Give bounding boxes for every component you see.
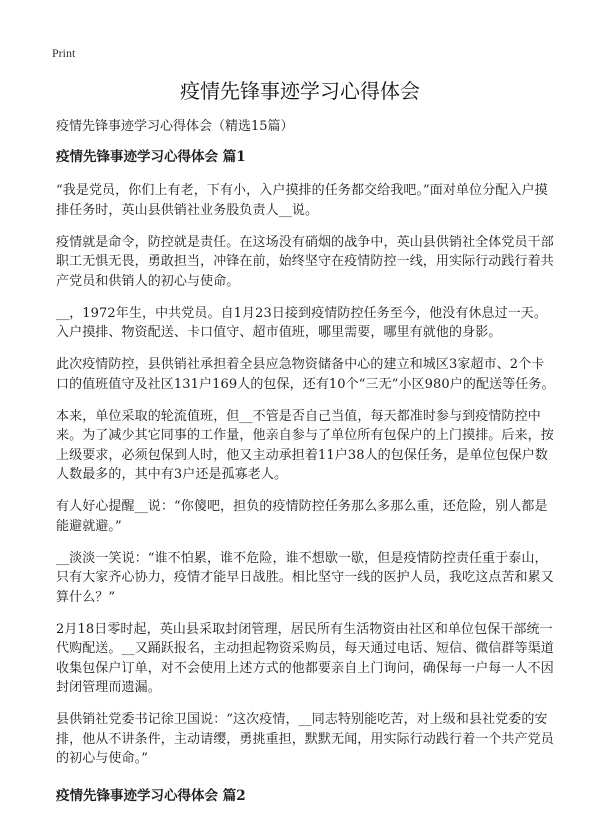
print-label[interactable]: Print [52, 46, 76, 60]
paragraph: 疫情就是命令，防控就是责任。在这场没有硝烟的战争中，英山县供销社全体党员干部职工无惧无畏，勇敢担当，冲锋在前，始终坚守在疫情防控一线，用实际行动践行着共产党员和供销人的初心与使命。 [56, 234, 554, 289]
document-body [56, 118, 556, 820]
section-heading-1: 疫情先锋事迹学习心得体会 篇1 [56, 149, 246, 165]
paragraph: __淡淡一笑说：“谁不怕累，谁不危险，谁不想歇一歇，但是疫情防控责任重于泰山，只有大家齐心协力，疫情才能早日战胜。相比坚守一线的医护人员，我吃这点苦和累又算什么？” [56, 550, 554, 605]
page-title: 疫情先锋事迹学习心得体会 [180, 79, 420, 103]
paragraph: “我是党员，你们上有老，下有小，入户摸排的任务都交给我吧。”面对单位分配入户摸排任务时，英山县供销社业务股负责人__说。 [56, 183, 548, 218]
paragraph: 本来，单位采取的轮流值班，但__不管是否自己当值，每天都准时参与到疫情防控中来。为了减少其它同事的工作量，他亲自参与了单位所有包保户的上门摸排。后来，按上级要求，必须包保到人时，他又主动承担着11户38人的包保任务，是单位包保户数人数最多的，其中有3户还是孤寡老人。 [56, 408, 554, 482]
paragraph: __，1972年生，中共党员。自1月23日接到疫情防控任务至今，他没有休息过一天。入户摸排、物资配送、卡口值守、超市值班，哪里需要，哪里有就他的身影。 [56, 305, 547, 340]
paragraph: 2月18日零时起，英山县采取封闭管理，居民所有生活物资由社区和单位包保干部统一代购配送。__又踊跃报名，主动担起物资采购员，每天通过电话、短信、微信群等渠道收集包保户订单，对不会使用上述方式的他都要亲自上门询问，确保每一户每一人不因封闭管理而遗漏。 [56, 621, 554, 695]
paragraph: 此次疫情防控，县供销社承担着全县应急物资储备中心的建立和城区3家超市、2个卡口的值班值守及社区131户169人的包保，还有10个“三无”小区980户的配送等任务。 [56, 357, 555, 392]
paragraph: 有人好心提醒__说：“你傻吧，担负的疫情防控任务那么多那么重，还危险，别人都是能避就避。” [56, 499, 548, 534]
section-heading-2: 疫情先锋事迹学习心得体会 篇2 [56, 787, 246, 804]
paragraph: 县供销社党委书记徐卫国说：“这次疫情，__同志特别能吃苦，对上级和县社党委的安排，他从不讲条件，主动请缨，勇挑重担，默默无闻，用实际行动践行着一个共产党员的初心与使命。” [56, 712, 554, 766]
document-subtitle: 疫情先锋事迹学习心得体会（精选15篇） [56, 119, 294, 134]
